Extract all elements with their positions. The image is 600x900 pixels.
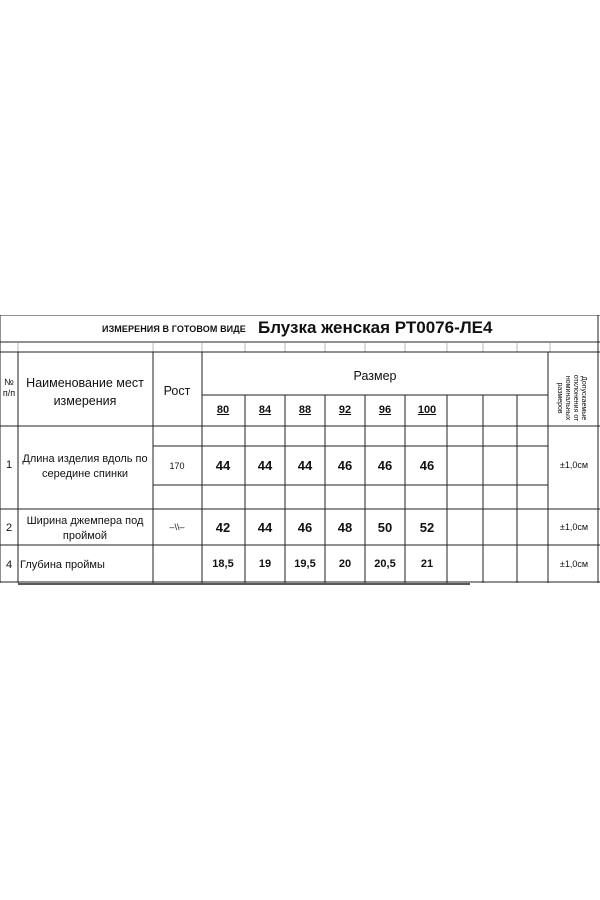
- row-name: Глубина проймы: [20, 559, 105, 571]
- row-height: 170: [169, 461, 185, 471]
- table-cell: 18,5: [212, 558, 234, 570]
- table-cell: 20: [338, 558, 352, 570]
- row-tolerance: ±1,0см: [559, 460, 589, 470]
- table-cell: 42: [215, 520, 231, 535]
- col-header-size: Размер: [353, 369, 397, 383]
- subtitle: ИЗМЕРЕНИЯ В ГОТОВОМ ВИДЕ: [102, 324, 246, 334]
- table-cell: 44: [297, 458, 313, 473]
- row-name: Длина изделия вдоль по середине спинки: [22, 453, 148, 480]
- table-cell: 19,5: [294, 558, 316, 570]
- row-tolerance: ±1,0см: [559, 522, 589, 532]
- col-header-tolerance: Допускаемые отклонения от номинальных размеров: [555, 374, 588, 422]
- table-cell: 19: [258, 558, 272, 570]
- table-grid: [0, 315, 600, 585]
- size-label: 80: [216, 404, 230, 416]
- col-header-name: Наименование мест измерения: [26, 376, 144, 409]
- measurement-table: [0, 315, 600, 585]
- table-cell: 46: [377, 458, 393, 473]
- table-cell: 46: [297, 520, 313, 535]
- table-cell: 44: [215, 458, 231, 473]
- row-height: –\\–: [169, 522, 185, 532]
- size-label: 100: [417, 404, 437, 416]
- table-cell: 52: [419, 520, 435, 535]
- row-number: 2: [5, 522, 13, 534]
- size-label: 92: [338, 404, 352, 416]
- page-title: Блузка женская РТ0076-ЛЕ4: [258, 318, 493, 337]
- row-number: 4: [5, 559, 13, 571]
- size-label: 96: [378, 404, 392, 416]
- size-label: 88: [298, 404, 312, 416]
- table-cell: 44: [257, 520, 273, 535]
- row-tolerance: ±1,0см: [559, 559, 589, 569]
- table-cell: 48: [337, 520, 353, 535]
- table-cell: 44: [257, 458, 273, 473]
- table-cell: 46: [337, 458, 353, 473]
- table-cell: 50: [377, 520, 393, 535]
- table-cell: 46: [419, 458, 435, 473]
- row-name: Ширина джемпера под проймой: [26, 515, 144, 542]
- col-header-height: Рост: [163, 384, 191, 398]
- size-label: 84: [258, 404, 272, 416]
- row-number: 1: [5, 459, 13, 471]
- table-cell: 20,5: [374, 558, 396, 570]
- col-header-no: № п/п: [2, 377, 16, 399]
- table-cell: 21: [420, 558, 434, 570]
